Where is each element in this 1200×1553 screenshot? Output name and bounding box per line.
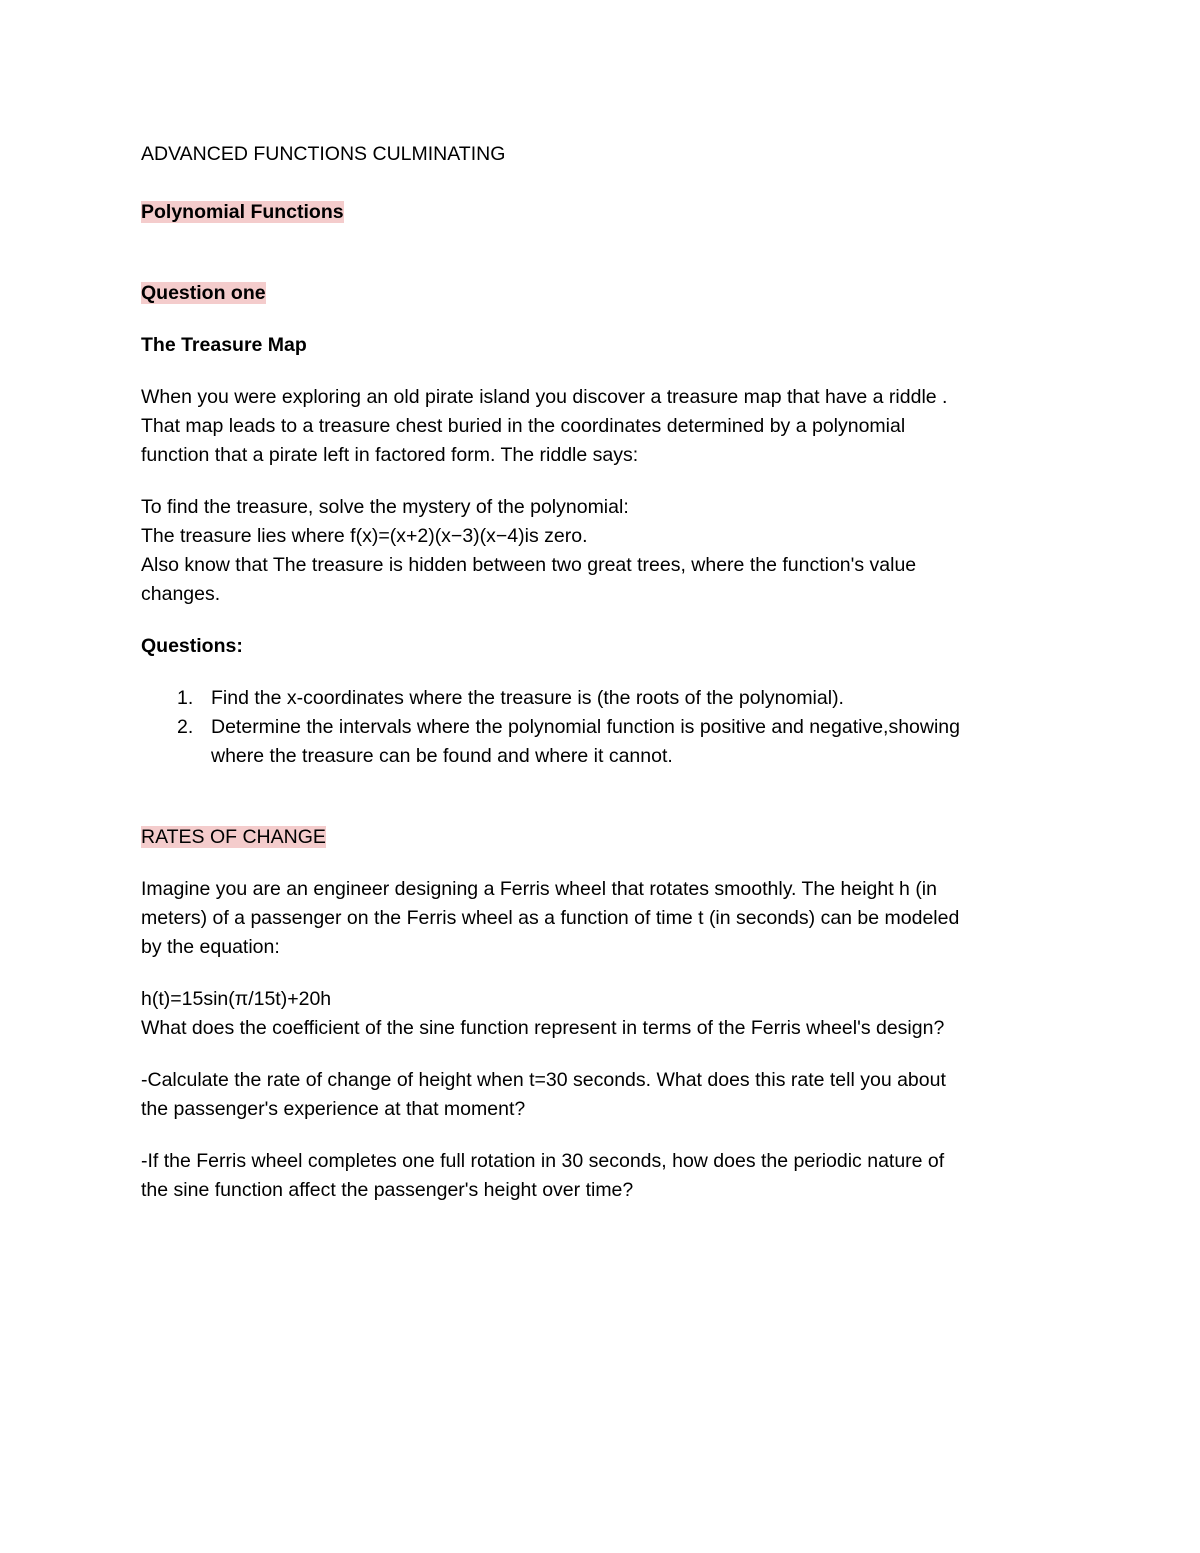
- document-title-text: ADVANCED FUNCTIONS CULMINATING: [141, 143, 506, 165]
- intro-paragraph: [141, 383, 1061, 470]
- list-item-number: 1.: [177, 687, 194, 709]
- list-item-text: Determine the intervals where the polynomial function is positive and negative,showing: [211, 716, 960, 738]
- list-item-text: where the treasure can be found and where it cannot.: [211, 745, 673, 767]
- intro-line: That map leads to a treasure chest buried in the coordinates determined by a polynomial: [141, 415, 906, 437]
- rate-question-line: the passenger's experience at that moment?: [141, 1098, 526, 1120]
- questions-heading-text: Questions:: [141, 635, 243, 657]
- periodic-question-paragraph: [141, 1147, 1061, 1205]
- equation-paragraph: [141, 985, 1061, 1043]
- list-item-number: 2.: [177, 716, 194, 738]
- list-item: [141, 684, 1061, 713]
- list-item-text: Find the x-coordinates where the treasure is (the roots of the polynomial).: [211, 687, 844, 709]
- equation-question-line: What does the coefficient of the sine function represent in terms of the Ferris wheel's design?: [141, 1017, 945, 1039]
- rate-question-line: -Calculate the rate of change of height when t=30 seconds. What does this rate tell you about: [141, 1069, 946, 1091]
- riddle-line: The treasure lies where f(x)=(x+2)(x−3)(x−4)is zero.: [141, 525, 588, 547]
- question-heading: [141, 279, 1061, 308]
- rate-question-paragraph: [141, 1066, 1061, 1124]
- riddle-line: To find the treasure, solve the mystery of the polynomial:: [141, 496, 629, 518]
- document-content: [141, 140, 1061, 1205]
- equation-line: h(t)=15sin(π/15t)+20h: [141, 988, 332, 1010]
- questions-list: [141, 684, 1061, 771]
- riddle-line: changes.: [141, 583, 221, 605]
- questions-heading: [141, 632, 1061, 661]
- periodic-question-line: -If the Ferris wheel completes one full rotation in 30 seconds, how does the periodic nature of: [141, 1150, 945, 1172]
- riddle-paragraph: [141, 493, 1061, 609]
- subtitle-treasure-map: [141, 331, 1061, 360]
- ferris-intro-line: Imagine you are an engineer designing a Ferris wheel that rotates smoothly. The height h (in: [141, 878, 937, 900]
- subtitle-text: The Treasure Map: [141, 334, 307, 356]
- section-heading-rates: [141, 823, 1061, 852]
- intro-line: function that a pirate left in factored form. The riddle says:: [141, 444, 639, 466]
- ferris-intro-line: meters) of a passenger on the Ferris wheel as a function of time t (in seconds) can be modeled: [141, 907, 960, 929]
- intro-line: When you were exploring an old pirate island you discover a treasure map that have a riddle .: [141, 386, 948, 408]
- section-heading-polynomial-text: Polynomial Functions: [141, 201, 344, 223]
- ferris-intro-paragraph: [141, 875, 1061, 962]
- riddle-line: Also know that The treasure is hidden between two great trees, where the function's value: [141, 554, 917, 576]
- section-heading-polynomial: [141, 198, 1061, 227]
- document-title: [141, 140, 1061, 169]
- ferris-intro-line: by the equation:: [141, 936, 280, 958]
- periodic-question-line: the sine function affect the passenger's height over time?: [141, 1179, 634, 1201]
- question-heading-text: Question one: [141, 282, 266, 304]
- list-item: [141, 713, 1061, 771]
- section-heading-rates-text: RATES OF CHANGE: [141, 826, 326, 848]
